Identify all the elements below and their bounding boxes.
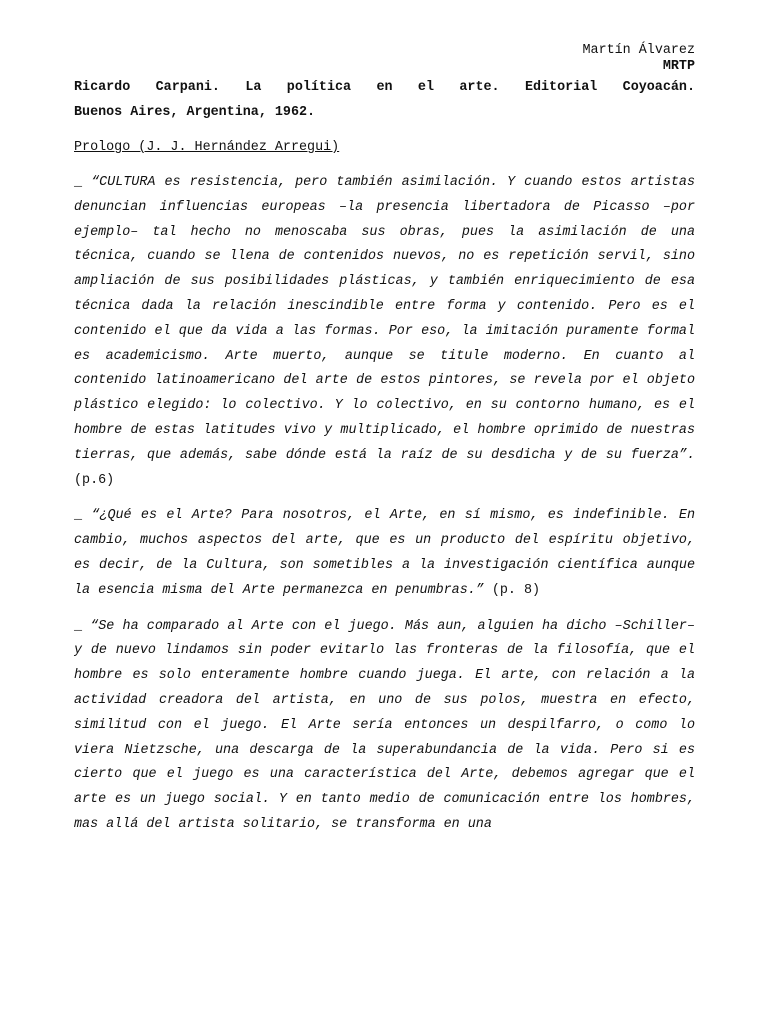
- section-title: Prologo (J. J. Hernández Arregui): [74, 140, 340, 155]
- page-reference: (p.6): [74, 472, 115, 488]
- page-content: [74, 42, 695, 838]
- page-reference: (p. 8): [483, 582, 541, 598]
- organization-label: MRTP: [662, 59, 695, 74]
- quote-marker: _: [74, 508, 92, 524]
- quote-paragraph: [74, 504, 695, 603]
- quote-text: “CULTURA es resistencia, pero también asimilación. Y cuando estos artistas denuncian influencias europeas –la presencia libertadora de Picasso –por ejemplo– tal hecho no menoscaba sus obras, pues la asimilación de una técnica, cuando se llena de contenidos nuevos, no es repetición servil, sino ampliación de sus posibilidades plásticas, y también enriquecimiento de esa técnica dada la relación inescindible entre forma y contenido. Pero es el contenido el que da vida a las formas. Por eso, la imitación puramente formal es academicismo. Arte muerto, aunque se titule moderno. En cuanto al contenido latinoamericano del arte de estos pintores, se revela por el objeto plástico elegido: lo colectivo. Y lo colectivo, en su contorno humano, es el hombre de estas latitudes vivo y multiplicado, el hombre oprimido de nuestras tierras, que además, sabe dónde está la raíz de su desdicha y de su fuerza”.: [74, 175, 695, 463]
- quote-paragraph: [74, 171, 695, 493]
- quote-marker: _: [74, 618, 91, 634]
- quote-text: “Se ha comparado al Arte con el juego. Más aun, alguien ha dicho –Schiller– y de nuevo lindamos sin poder evitarlo las fronteras de la filosofía, que el hombre es solo enteramente hombre cuando juega. El arte, con relación a la actividad creadora del artista, en uno de sus polos, muestra en efecto, similitud con el juego. El Arte sería entonces un despilfarro, o como lo viera Nietzsche, una descarga de la superabundancia de la vida. Pero si es cierto que el juego es una característica del Arte, debemos agregar que el arte es un juego social. Y en tanto medio de comunicación entre los hombres, mas allá del artista solitario, se transforma en una: [74, 618, 695, 832]
- quote-paragraph: [74, 615, 695, 838]
- book-citation: [74, 75, 695, 125]
- citation-line-1: Ricardo Carpani. La política en el arte. Editorial Coyoacán.: [74, 80, 695, 95]
- citation-line-2: Buenos Aires, Argentina, 1962.: [74, 105, 316, 120]
- author-name: Martín Álvarez: [582, 43, 695, 58]
- quote-marker: _: [74, 175, 92, 190]
- quote-text: “¿Qué es el Arte? Para nosotros, el Arte, en sí mismo, es indefinible. En cambio, muchos aspectos del arte, que es un producto del espíritu objetivo, es decir, de la Cultura, son sometibles a la investigación científica aunque la esencia misma del Arte permanezca en penumbras.”: [74, 508, 696, 598]
